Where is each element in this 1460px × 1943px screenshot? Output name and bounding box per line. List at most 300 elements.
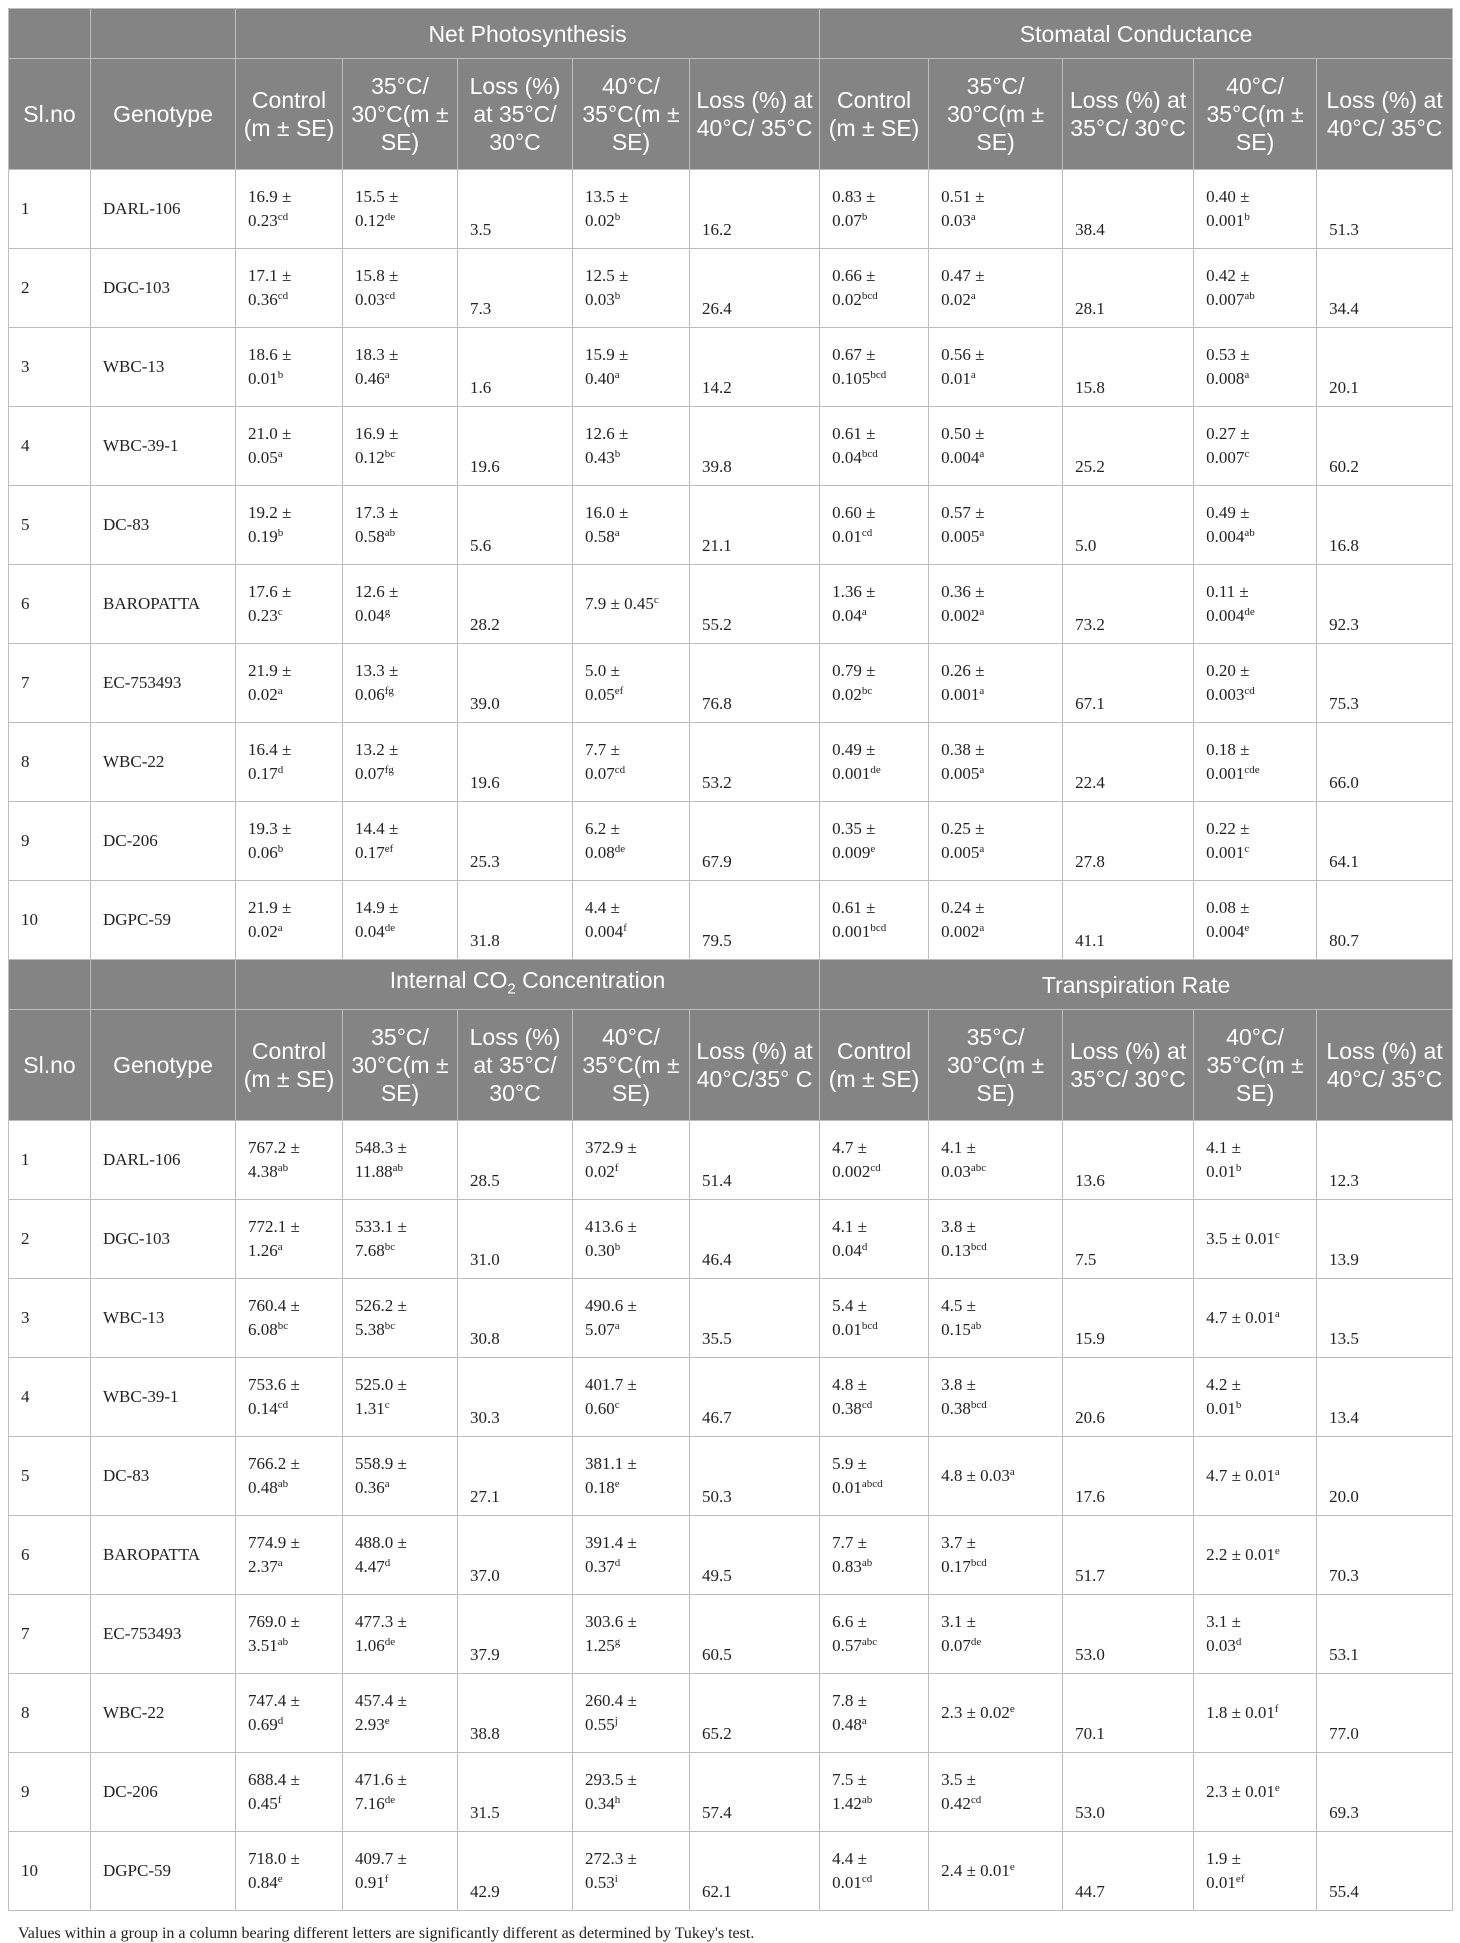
cell-mean: 0.25 ± (941, 819, 985, 838)
cell-loss-value: 15.9 (1063, 1279, 1194, 1358)
cell-genotype: WBC-22 (91, 1674, 236, 1753)
significance-letters: de (970, 1636, 982, 1648)
significance-letters: cd (970, 1794, 982, 1806)
cell-mean-se (236, 1437, 343, 1516)
cell-se: 0.04 (832, 448, 862, 467)
cell-mean: 4.8 ± (832, 1375, 867, 1394)
cell-mean-se (573, 486, 690, 565)
cell-slno: 8 (9, 1674, 91, 1753)
table-row (9, 1279, 1453, 1358)
cell-mean: 0.49 ± (832, 740, 876, 759)
cell-mean: 488.0 ± (355, 1533, 407, 1552)
cell-mean-se (1194, 328, 1317, 407)
cell-se: 0.84 (248, 1873, 278, 1892)
significance-letters: ab (1244, 290, 1255, 302)
cell-genotype: WBC-39-1 (91, 407, 236, 486)
cell-loss-value: 80.7 (1317, 881, 1453, 960)
cell-mean-se (820, 1516, 929, 1595)
cell-loss-value: 31.8 (458, 881, 573, 960)
cell-loss-value: 79.5 (690, 881, 820, 960)
cell-mean: 4.5 ± (941, 1296, 976, 1315)
cell-slno: 4 (9, 1358, 91, 1437)
significance-letters: a (979, 922, 985, 934)
cell-mean: 4.4 ± (832, 1849, 867, 1868)
cell-mean-se (1194, 1674, 1317, 1753)
column-header-control: Control (m ± SE) (820, 1010, 929, 1121)
significance-letters: ab (861, 1794, 873, 1806)
significance-letters: a (1244, 369, 1250, 381)
cell-loss-value: 70.1 (1063, 1674, 1194, 1753)
cell-mean-se (236, 881, 343, 960)
cell-se: 0.02 (941, 290, 971, 309)
cell-se: 0.03 (941, 211, 971, 230)
cell-mean: 4.1 ± (1206, 1138, 1241, 1157)
cell-loss-value: 41.1 (1063, 881, 1194, 960)
cell-loss-value: 31.0 (458, 1200, 573, 1279)
cell-loss-value: 44.7 (1063, 1832, 1194, 1911)
significance-letters: d (277, 764, 284, 776)
cell-mean-se (1194, 407, 1317, 486)
column-header-control: Control (m ± SE) (820, 59, 929, 170)
cell-se: 0.01 (832, 1478, 862, 1497)
cell-loss-value: 21.1 (690, 486, 820, 565)
cell-mean-se (1194, 1595, 1317, 1674)
significance-letters: b (614, 211, 621, 223)
cell-loss-value: 60.5 (690, 1595, 820, 1674)
significance-letters: f (614, 1162, 619, 1174)
cell-mean: 7.8 ± (832, 1691, 867, 1710)
cell-se: 0.04 (355, 606, 385, 625)
cell-mean-se (820, 565, 929, 644)
header-blank (9, 960, 91, 1010)
cell-se: 0.58 (355, 527, 385, 546)
cell-mean-se (573, 1279, 690, 1358)
cell-genotype: DC-206 (91, 802, 236, 881)
significance-letters: abc (970, 1162, 987, 1174)
cell-slno: 4 (9, 407, 91, 486)
cell-mean-se (1194, 1358, 1317, 1437)
cell-mean-se (343, 328, 458, 407)
cell-se: 0.57 (832, 1636, 862, 1655)
cell-se: 0.02 (585, 211, 615, 230)
significance-letters: abc (861, 1636, 878, 1648)
cell-mean-se (820, 1595, 929, 1674)
cell-loss-value: 28.2 (458, 565, 573, 644)
cell-mean-se (573, 328, 690, 407)
significance-letters: ab (392, 1162, 404, 1174)
cell-mean: 17.3 ± (355, 503, 399, 522)
cell-mean-se (236, 644, 343, 723)
cell-mean-se (929, 249, 1063, 328)
cell-mean-se (343, 802, 458, 881)
cell-mean: 16.9 ± (248, 187, 292, 206)
cell-loss-value: 64.1 (1317, 802, 1453, 881)
cell-mean: 3.7 ± (941, 1533, 976, 1552)
table-row (9, 723, 1453, 802)
cell-se: 0.001 (1206, 843, 1245, 862)
cell-mean: 477.3 ± (355, 1612, 407, 1631)
significance-letters: ef (384, 843, 394, 855)
cell-mean-se (1194, 170, 1317, 249)
cell-mean-se (573, 1358, 690, 1437)
cell-mean-se (236, 802, 343, 881)
significance-letters: b (1235, 1399, 1242, 1411)
cell-loss-value: 27.8 (1063, 802, 1194, 881)
cell-mean: 13.5 ± (585, 187, 629, 206)
cell-mean-se (1194, 486, 1317, 565)
cell-mean: 0.35 ± (832, 819, 876, 838)
significance-letters: f (384, 1873, 389, 1885)
cell-se: 0.01 (1206, 1162, 1236, 1181)
cell-loss-value: 65.2 (690, 1674, 820, 1753)
cell-loss-value: 19.6 (458, 407, 573, 486)
cell-se: 0.83 (832, 1557, 862, 1576)
cell-mean: 3.8 ± (941, 1375, 976, 1394)
cell-mean-se (820, 1200, 929, 1279)
cell-mean: 15.9 ± (585, 345, 629, 364)
header-blank (91, 960, 236, 1010)
cell-mean: 688.4 ± (248, 1770, 300, 1789)
significance-letters: d (277, 1715, 284, 1727)
cell-mean-se (236, 486, 343, 565)
cell-mean-se (236, 565, 343, 644)
cell-genotype: DC-83 (91, 486, 236, 565)
cell-mean: 490.6 ± (585, 1296, 637, 1315)
cell-se: 0.002 (832, 1162, 871, 1181)
header-blank (91, 9, 236, 59)
significance-letters: cd (861, 1399, 873, 1411)
cell-mean: 3.1 ± (941, 1612, 976, 1631)
column-header-t35: 35°C/ 30°C(m ± SE) (929, 59, 1063, 170)
cell-loss-value: 62.1 (690, 1832, 820, 1911)
table-row (9, 1753, 1453, 1832)
significance-letters: a (384, 1478, 390, 1490)
cell-se: 0.91 (355, 1873, 385, 1892)
significance-letters: a (277, 922, 283, 934)
cell-se: 5.38 (355, 1320, 385, 1339)
cell-slno: 1 (9, 1121, 91, 1200)
cell-loss-value: 13.6 (1063, 1121, 1194, 1200)
column-header-loss40: Loss (%) at 40°C/35° C (690, 1010, 820, 1121)
cell-mean-se (1194, 1753, 1317, 1832)
cell-mean: 4.1 ± (832, 1217, 867, 1236)
cell-loss-value: 77.0 (1317, 1674, 1453, 1753)
cell-mean-se (929, 1437, 1063, 1516)
cell-mean: 769.0 ± (248, 1612, 300, 1631)
cell-se: 0.18 (585, 1478, 615, 1497)
cell-se: 0.37 (585, 1557, 615, 1576)
significance-letters: i (614, 1873, 618, 1885)
cell-mean-se (343, 565, 458, 644)
cell-loss-value: 13.5 (1317, 1279, 1453, 1358)
significance-letters: abcd (861, 1478, 883, 1490)
cell-se: 0.53 (585, 1873, 615, 1892)
cell-se: 0.06 (248, 843, 278, 862)
cell-loss-value: 70.3 (1317, 1516, 1453, 1595)
cell-se: 0.01 (1206, 1873, 1236, 1892)
cell-mean-se (1194, 1516, 1317, 1595)
cell-se: 0.002 (941, 922, 980, 941)
data-table (8, 8, 1453, 1911)
significance-letters: h (614, 1794, 621, 1806)
cell-loss-value: 75.3 (1317, 644, 1453, 723)
column-header-loss40: Loss (%) at 40°C/ 35°C (690, 59, 820, 170)
significance-letters: ef (614, 685, 624, 697)
cell-se: 1.25 (585, 1636, 615, 1655)
table-row (9, 565, 1453, 644)
cell-mean-se (343, 1674, 458, 1753)
cell-mean: 7.7 ± (832, 1533, 867, 1552)
cell-mean: 3.5 ± (941, 1770, 976, 1789)
cell-mean-se (343, 1121, 458, 1200)
cell-loss-value: 66.0 (1317, 723, 1453, 802)
cell-se: 0.48 (248, 1478, 278, 1497)
column-header-t40: 40°C/ 35°C(m ± SE) (573, 59, 690, 170)
significance-letters: ab (1244, 527, 1255, 539)
cell-slno: 2 (9, 1200, 91, 1279)
cell-slno: 3 (9, 1279, 91, 1358)
cell-slno: 5 (9, 1437, 91, 1516)
cell-mean: 0.36 ± (941, 582, 985, 601)
cell-loss-value: 46.7 (690, 1358, 820, 1437)
cell-genotype: DARL-106 (91, 1121, 236, 1200)
cell-mean: 0.22 ± (1206, 819, 1250, 838)
significance-letters: a (979, 448, 985, 460)
cell-mean-se (929, 723, 1063, 802)
cell-se: 0.23 (248, 211, 278, 230)
significance-letters: b (277, 369, 284, 381)
subscript-two: 2 (507, 980, 516, 998)
cell-se: 0.55 (585, 1715, 615, 1734)
cell-mean-se (929, 802, 1063, 881)
cell-se: 0.12 (355, 211, 385, 230)
cell-se: 0.004 (585, 922, 624, 941)
cell-loss-value: 53.1 (1317, 1595, 1453, 1674)
cell-mean-se (236, 1200, 343, 1279)
cell-mean: 272.3 ± (585, 1849, 637, 1868)
column-header-t40: 40°C/ 35°C(m ± SE) (1194, 59, 1317, 170)
significance-letters: cd (384, 290, 396, 302)
significance-letters: a (1274, 1466, 1280, 1478)
column-header-loss40: Loss (%) at 40°C/ 35°C (1317, 59, 1453, 170)
table-row (9, 486, 1453, 565)
significance-letters: cd (277, 290, 289, 302)
cell-mean: 21.9 ± (248, 661, 292, 680)
cell-loss-value: 73.2 (1063, 565, 1194, 644)
cell-mean: 526.2 ± (355, 1296, 407, 1315)
significance-letters: fg (384, 685, 394, 697)
significance-letters: bc (384, 1320, 396, 1332)
cell-mean-se (1194, 723, 1317, 802)
cell-mean: 12.6 ± (355, 582, 399, 601)
cell-mean-se (343, 486, 458, 565)
cell-mean: 4.1 ± (941, 1138, 976, 1157)
cell-mean-se (1194, 802, 1317, 881)
cell-mean: 0.42 ± (1206, 266, 1250, 285)
table-row (9, 1437, 1453, 1516)
column-header-loss35: Loss (%) at 35°C/ 30°C (458, 59, 573, 170)
cell-se: 0.02 (585, 1162, 615, 1181)
cell-loss-value: 53.0 (1063, 1753, 1194, 1832)
cell-loss-value: 13.4 (1317, 1358, 1453, 1437)
cell-mean-se (929, 170, 1063, 249)
cell-mean-se (820, 881, 929, 960)
cell-genotype: DGPC-59 (91, 881, 236, 960)
cell-mean: 0.47 ± (941, 266, 985, 285)
cell-loss-value: 76.8 (690, 644, 820, 723)
significance-letters: a (277, 1557, 283, 1569)
cell-loss-value: 15.8 (1063, 328, 1194, 407)
cell-mean-se (820, 1674, 929, 1753)
cell-loss-value: 25.3 (458, 802, 573, 881)
significance-letters: a (979, 843, 985, 855)
cell-mean-se (1194, 565, 1317, 644)
cell-mean: 16.4 ± (248, 740, 292, 759)
significance-letters: a (979, 527, 985, 539)
cell-loss-value: 69.3 (1317, 1753, 1453, 1832)
cell-se: 0.15 (941, 1320, 971, 1339)
cell-se: 2.3 ± 0.01 (1206, 1782, 1275, 1801)
cell-mean-se (1194, 1121, 1317, 1200)
cell-se: 2.4 ± 0.01 (941, 1861, 1010, 1880)
cell-mean: 0.27 ± (1206, 424, 1250, 443)
cell-slno: 6 (9, 565, 91, 644)
column-header-loss35: Loss (%) at 35°C/ 30°C (458, 1010, 573, 1121)
significance-letters: e (614, 1478, 620, 1490)
cell-genotype: DC-206 (91, 1753, 236, 1832)
cell-mean-se (236, 1121, 343, 1200)
column-header-loss35: Loss (%) at 35°C/ 30°C (1063, 59, 1194, 170)
significance-letters: ab (861, 1557, 873, 1569)
cell-se: 0.007 (1206, 290, 1245, 309)
cell-mean: 21.0 ± (248, 424, 292, 443)
cell-se: 0.04 (832, 606, 862, 625)
cell-mean-se (343, 1437, 458, 1516)
cell-loss-value: 51.7 (1063, 1516, 1194, 1595)
cell-slno: 1 (9, 170, 91, 249)
cell-loss-value: 37.9 (458, 1595, 573, 1674)
cell-loss-value: 60.2 (1317, 407, 1453, 486)
significance-letters: bcd (970, 1241, 987, 1253)
cell-se: 0.17 (355, 843, 385, 862)
cell-mean-se (343, 1279, 458, 1358)
cell-se: 0.001 (941, 685, 980, 704)
cell-loss-value: 30.8 (458, 1279, 573, 1358)
significance-letters: de (384, 922, 396, 934)
cell-loss-value: 14.2 (690, 328, 820, 407)
significance-letters: g (384, 606, 391, 618)
cell-mean-se (343, 249, 458, 328)
cell-se: 0.45 (248, 1794, 278, 1813)
cell-se: 3.5 ± 0.01 (1206, 1229, 1275, 1248)
significance-letters: c (1274, 1229, 1280, 1241)
cell-genotype: BAROPATTA (91, 1516, 236, 1595)
significance-letters: cd (277, 1399, 289, 1411)
significance-letters: b (614, 290, 621, 302)
cell-mean: 260.4 ± (585, 1691, 637, 1710)
cell-mean: 19.3 ± (248, 819, 292, 838)
cell-mean-se (929, 1595, 1063, 1674)
cell-mean-se (1194, 1437, 1317, 1516)
cell-slno: 9 (9, 802, 91, 881)
cell-se: 0.001 (832, 922, 871, 941)
cell-mean: 772.1 ± (248, 1217, 300, 1236)
cell-se: 7.9 ± 0.45 (585, 594, 654, 613)
cell-slno: 9 (9, 1753, 91, 1832)
cell-se: 0.38 (832, 1399, 862, 1418)
cell-loss-value: 25.2 (1063, 407, 1194, 486)
cell-se: 3.51 (248, 1636, 278, 1655)
cell-se: 0.69 (248, 1715, 278, 1734)
cell-loss-value: 30.3 (458, 1358, 573, 1437)
cell-se: 4.47 (355, 1557, 385, 1576)
cell-mean-se (573, 249, 690, 328)
cell-se: 0.02 (248, 685, 278, 704)
cell-loss-value: 50.3 (690, 1437, 820, 1516)
cell-mean: 0.38 ± (941, 740, 985, 759)
significance-letters: f (277, 1794, 282, 1806)
cell-mean: 3.1 ± (1206, 1612, 1241, 1631)
cell-se: 0.007 (1206, 448, 1245, 467)
significance-letters: a (979, 764, 985, 776)
significance-letters: a (277, 448, 283, 460)
cell-se: 0.07 (941, 1636, 971, 1655)
cell-mean: 17.1 ± (248, 266, 292, 285)
column-header-control: Control (m ± SE) (236, 59, 343, 170)
column-header-loss40: Loss (%) at 40°C/ 35°C (1317, 1010, 1453, 1121)
cell-mean-se (236, 170, 343, 249)
cell-mean: 7.7 ± (585, 740, 620, 759)
cell-loss-value: 7.5 (1063, 1200, 1194, 1279)
cell-mean: 13.3 ± (355, 661, 399, 680)
cell-se: 0.004 (941, 448, 980, 467)
cell-se: 0.002 (941, 606, 980, 625)
cell-se: 6.08 (248, 1320, 278, 1339)
cell-se: 0.07 (585, 764, 615, 783)
cell-mean-se (236, 407, 343, 486)
cell-slno: 7 (9, 1595, 91, 1674)
significance-letters: cd (1244, 685, 1255, 697)
cell-mean: 457.4 ± (355, 1691, 407, 1710)
cell-mean-se (236, 328, 343, 407)
cell-mean-se (236, 1674, 343, 1753)
significance-letters: bcd (861, 290, 878, 302)
table-row (9, 1121, 1453, 1200)
cell-loss-value: 53.2 (690, 723, 820, 802)
cell-mean-se (929, 1832, 1063, 1911)
cell-se: 0.003 (1206, 685, 1245, 704)
cell-mean-se (343, 644, 458, 723)
cell-se: 0.17 (248, 764, 278, 783)
column-header-control: Control (m ± SE) (236, 1010, 343, 1121)
group-header-row (9, 9, 1453, 59)
cell-mean-se (236, 1595, 343, 1674)
table-row (9, 1200, 1453, 1279)
cell-loss-value: 5.6 (458, 486, 573, 565)
cell-mean: 401.7 ± (585, 1375, 637, 1394)
cell-mean: 0.26 ± (941, 661, 985, 680)
cell-se: 0.40 (585, 369, 615, 388)
cell-mean: 391.4 ± (585, 1533, 637, 1552)
cell-mean: 0.20 ± (1206, 661, 1250, 680)
cell-mean-se (343, 407, 458, 486)
cell-mean: 13.2 ± (355, 740, 399, 759)
cell-genotype: WBC-22 (91, 723, 236, 802)
cell-mean-se (573, 1674, 690, 1753)
cell-loss-value: 28.1 (1063, 249, 1194, 328)
significance-letters: b (1235, 1162, 1242, 1174)
cell-mean: 293.5 ± (585, 1770, 637, 1789)
